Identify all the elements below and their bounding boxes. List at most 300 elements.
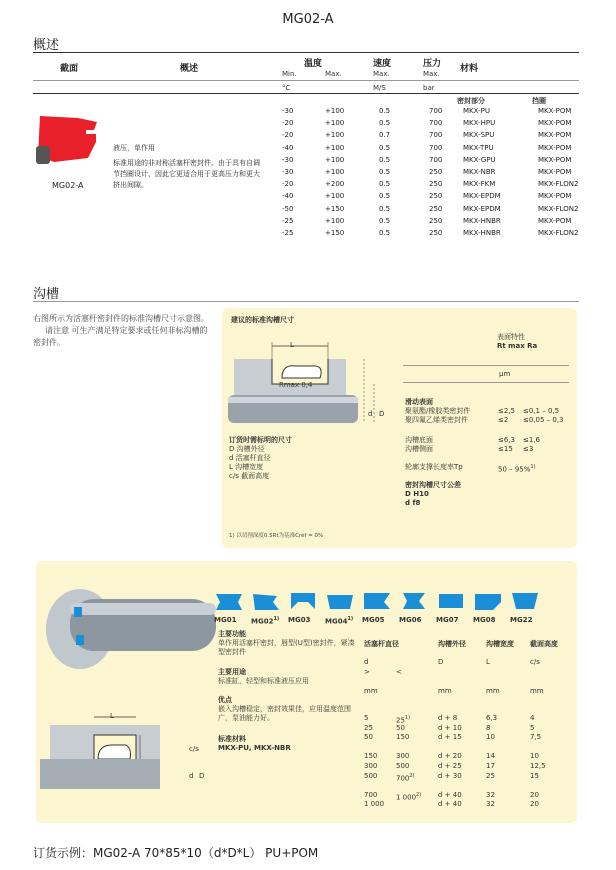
col-height-header: 截面高度 xyxy=(530,640,558,648)
spec-row xyxy=(282,190,598,202)
profile-label-D: D xyxy=(199,772,205,780)
groove-size-value: d + 40 xyxy=(438,800,462,809)
spec-row xyxy=(282,215,598,227)
groove-size-value: 8 xyxy=(486,723,491,732)
surface-row3-ra: ≤1,6 xyxy=(523,436,540,444)
header-pressure-max: Max. xyxy=(423,70,440,78)
spec-cell: MKX-SPU xyxy=(463,131,495,140)
spec-cell: +100 xyxy=(325,155,345,164)
adv-title: 优点 xyxy=(218,696,232,704)
groove-size-value: 700 xyxy=(364,790,378,799)
groove-size-value: 7,5 xyxy=(530,733,542,742)
spec-row xyxy=(282,142,598,154)
backup-ring-shape xyxy=(36,146,50,164)
groove-size-value: 14 xyxy=(486,752,495,761)
profile-name: MG06 xyxy=(399,616,422,624)
groove-size-cell xyxy=(364,714,368,724)
header-temp-max: Max. xyxy=(325,70,342,78)
profile-path xyxy=(403,593,425,609)
rod-highlight xyxy=(228,397,358,403)
profile-shape-icon xyxy=(473,590,503,612)
overview-divider xyxy=(33,52,579,53)
groove-size-value: 300 xyxy=(364,762,378,770)
groove-size-cell xyxy=(438,762,462,772)
sym-D: D xyxy=(438,658,444,666)
spec-cell: MKX-POM xyxy=(538,216,572,225)
profile-groove-diagram xyxy=(40,705,170,795)
use-text: 标准缸，轻型和标准液压应用 xyxy=(218,677,309,685)
groove-size-cell xyxy=(396,733,409,743)
spec-cell: -50 xyxy=(282,204,294,213)
spec-cell: MKX-FLON2 xyxy=(538,180,579,189)
spec-cell: 250 xyxy=(429,168,443,177)
groove-size-cell xyxy=(486,752,495,762)
surface-row4-rt: ≤15 xyxy=(498,445,513,453)
profile-name: MG07 xyxy=(436,616,459,624)
header-mat-seal: 密封部分 xyxy=(457,97,485,105)
groove-size-cell xyxy=(438,791,462,801)
spec-cell: +100 xyxy=(325,131,345,140)
groove-size-value: 25 xyxy=(364,723,373,732)
spec-cell: MKX-EPDM xyxy=(463,192,501,201)
groove-size-value: 50 xyxy=(364,733,373,742)
surface-row4-label: 沟槽侧面 xyxy=(405,445,433,453)
groove-size-cell xyxy=(438,724,462,734)
spec-table xyxy=(282,105,598,239)
header-section: 截面 xyxy=(60,64,79,74)
spec-cell: +100 xyxy=(325,216,345,225)
groove-size-table xyxy=(364,714,574,814)
part-label: MG02-A xyxy=(52,181,84,190)
adv-text: 嵌入沟槽稳定，密封效果佳，应用温度范围广，泵油能力好。 xyxy=(218,705,351,722)
profile-path xyxy=(291,593,315,609)
seal-cross-section xyxy=(34,112,102,170)
groove-size-value: 25 xyxy=(486,771,495,780)
header-divider xyxy=(33,80,579,81)
profile-shape-icon xyxy=(510,590,540,612)
header-speed: 速度 xyxy=(373,59,392,69)
piston-rod-highlight xyxy=(70,603,216,615)
groove-size-cell xyxy=(364,772,377,782)
groove-size-cell xyxy=(486,772,495,782)
profile-label xyxy=(362,616,396,624)
surface-row5-sup: 1) xyxy=(530,464,536,470)
surface-divider-2 xyxy=(403,382,569,383)
diagram-label-rmax: Rmax 0,4 xyxy=(279,381,313,389)
tolerance-D: D H10 xyxy=(405,490,429,498)
spec-cell: -20 xyxy=(282,180,294,189)
groove-size-footnote: 2) xyxy=(409,772,415,779)
spec-cell: MKX-POM xyxy=(538,119,572,128)
groove-size-value: 6,3 xyxy=(486,714,498,722)
groove-size-value: 300 xyxy=(396,752,410,761)
spec-cell: 700 xyxy=(429,119,443,128)
panel1-title: 建议的标准沟槽尺寸 xyxy=(231,316,294,324)
tolerance-d: d f8 xyxy=(405,499,421,507)
profile-shape-icon xyxy=(251,590,281,612)
groove-size-value: d + 15 xyxy=(438,733,462,742)
groove-size-cell xyxy=(530,714,534,724)
spec-row xyxy=(282,105,598,117)
spec-cell: MKX-HNBR xyxy=(463,228,501,237)
profile-shape-icon xyxy=(325,590,355,612)
profile-label xyxy=(325,616,359,625)
unit-divider xyxy=(33,93,579,94)
profile-path xyxy=(512,593,538,609)
header-speed-max: Max. xyxy=(373,70,390,78)
spec-cell: 0.5 xyxy=(379,119,391,128)
groove-size-value: d + 20 xyxy=(438,752,462,761)
description-type: 液压，单作用 xyxy=(113,144,155,152)
spec-cell: 700 xyxy=(429,143,443,152)
profile-mg02 xyxy=(251,590,285,625)
spec-cell: +150 xyxy=(325,228,345,237)
col-rod-header: 活塞杆直径 xyxy=(364,640,399,648)
spec-cell: +100 xyxy=(325,107,345,116)
groove-size-value: 10 xyxy=(530,752,539,761)
groove-intro-1: 右图所示为活塞杆密封件的标准沟槽尺寸示意图。 xyxy=(33,314,209,323)
slide-surface-title: 滑动表面 xyxy=(405,398,433,406)
groove-size-cell xyxy=(486,733,495,743)
surface-columns: Rt max Ra xyxy=(497,342,538,350)
surface-row3-rt: ≤6,3 xyxy=(498,436,515,444)
header-pressure: 压力 xyxy=(423,59,442,69)
func-text: 单作用活塞杆密封，唇型(U型)密封件，紧凑型密封件 xyxy=(218,639,355,656)
groove-size-value: 500 xyxy=(396,762,410,770)
spec-row xyxy=(282,227,598,239)
profile-label xyxy=(436,616,470,624)
spec-row xyxy=(282,203,598,215)
page-title: MG02-A xyxy=(282,12,334,27)
groove-size-cell xyxy=(364,752,377,762)
groove-size-cell xyxy=(364,733,373,743)
spec-cell: -40 xyxy=(282,192,294,201)
spec-cell: +100 xyxy=(325,192,345,201)
profile-mg06 xyxy=(399,590,433,624)
order-dim-L: L 沟槽宽度 xyxy=(229,463,264,471)
unit-mm-rod: mm xyxy=(364,687,378,695)
groove-size-value: 32 xyxy=(486,800,495,809)
groove-size-value: 5 xyxy=(530,723,535,732)
spec-cell: -20 xyxy=(282,119,294,128)
spec-cell: 0.5 xyxy=(379,228,391,237)
groove-size-value: 12,5 xyxy=(530,762,546,770)
groove-size-cell xyxy=(486,762,495,772)
seal-blue-lower-shape xyxy=(76,635,84,645)
profile-shape-icon xyxy=(288,590,318,612)
profile-rod-shape xyxy=(40,759,160,789)
spec-cell: 250 xyxy=(429,192,443,201)
groove-size-cell xyxy=(438,714,457,724)
spec-cell: 700 xyxy=(429,107,443,116)
groove-size-cell xyxy=(530,800,539,810)
unit-mm-width: mm xyxy=(486,687,500,695)
profile-shape-icon xyxy=(214,590,244,612)
spec-cell: 0.5 xyxy=(379,107,391,116)
mat-text: MKX-PU, MKX-NBR xyxy=(218,744,291,752)
overview-heading: 概述 xyxy=(33,38,60,53)
groove-size-cell xyxy=(396,791,421,803)
header-desc: 概述 xyxy=(180,64,199,74)
groove-size-cell xyxy=(530,772,539,782)
spec-cell: MKX-POM xyxy=(538,131,572,140)
groove-size-value: 20 xyxy=(530,800,539,809)
spec-cell: -30 xyxy=(282,168,294,177)
header-temp: 温度 xyxy=(304,59,323,69)
spec-cell: -25 xyxy=(282,228,294,237)
spec-cell: -40 xyxy=(282,143,294,152)
groove-size-value: d + 25 xyxy=(438,762,462,770)
groove-size-value: d + 30 xyxy=(438,771,462,780)
groove-size-cell xyxy=(364,762,377,772)
spec-cell: -20 xyxy=(282,131,294,140)
diagram-label-L: L xyxy=(290,341,294,349)
spec-cell: 0.5 xyxy=(379,192,391,201)
spec-cell: MKX-EPDM xyxy=(463,204,501,213)
groove-size-cell xyxy=(438,752,462,762)
groove-size-value: 1 000 xyxy=(396,793,417,802)
spec-cell: MKX-GPU xyxy=(463,155,496,164)
spec-cell: MKX-POM xyxy=(538,192,572,201)
spec-row xyxy=(282,166,598,178)
spec-cell: MKX-FLON2 xyxy=(538,204,579,213)
profile-label-L: L xyxy=(110,712,114,720)
groove-size-cell xyxy=(486,791,495,801)
surface-row1-ra: ≤0,1 – 0,5 xyxy=(523,407,560,415)
spec-cell: 250 xyxy=(429,204,443,213)
profile-name: MG03 xyxy=(288,616,311,624)
spec-cell: MKX-HPU xyxy=(463,119,496,128)
profile-footnote: 1) xyxy=(273,616,280,622)
surface-row1-label: 聚氨酯/橡胶类密封件 xyxy=(405,407,471,415)
groove-size-cell xyxy=(396,772,415,784)
profile-name: MG08 xyxy=(473,616,496,624)
profile-path xyxy=(216,594,242,610)
spec-cell: MKX-POM xyxy=(538,143,572,152)
groove-size-value: d + 10 xyxy=(438,723,462,732)
profile-label-d: d xyxy=(189,772,194,780)
seal-blue-shape xyxy=(74,607,82,617)
groove-size-footnote: 2) xyxy=(416,791,422,798)
groove-size-cell xyxy=(364,724,373,734)
spec-cell: 0.5 xyxy=(379,143,391,152)
groove-size-cell xyxy=(486,714,497,724)
sym-ge: > xyxy=(364,668,370,676)
surface-unit: μm xyxy=(499,370,511,378)
profile-mg22 xyxy=(510,590,544,624)
groove-divider xyxy=(33,301,579,302)
groove-size-cell xyxy=(438,772,462,782)
groove-size-cell xyxy=(486,800,495,810)
spec-cell: 0.7 xyxy=(379,131,391,140)
profile-seal-outline xyxy=(98,745,131,759)
tolerance-title: 密封沟槽尺寸公差 xyxy=(405,481,461,489)
func-title: 主要功能 xyxy=(218,630,246,638)
groove-size-value: 50 xyxy=(396,723,405,732)
groove-size-footnote: 1) xyxy=(404,715,411,721)
profile-shape-icon xyxy=(436,590,466,612)
spec-cell: +150 xyxy=(325,204,345,213)
profile-label xyxy=(288,616,322,624)
spec-cell: MKX-TPU xyxy=(463,143,494,152)
profile-name: MG02 xyxy=(251,617,274,626)
spec-cell: +200 xyxy=(325,180,345,189)
sym-lt: < xyxy=(396,668,402,676)
spec-cell: 0.5 xyxy=(379,180,391,189)
order-dim-D: D 沟槽外径 xyxy=(229,445,265,453)
surface-row3-label: 沟槽底面 xyxy=(405,436,433,444)
header-material: 材料 xyxy=(460,64,479,74)
groove-intro xyxy=(33,313,213,349)
groove-size-value: 500 xyxy=(364,771,378,780)
profile-name: MG22 xyxy=(510,616,533,624)
profile-row xyxy=(214,590,574,630)
profile-mg01 xyxy=(214,590,248,624)
groove-heading: 沟槽 xyxy=(33,287,60,302)
col-width-header: 沟槽宽度 xyxy=(486,640,514,648)
surface-row1-rt: ≤2,5 xyxy=(498,407,515,415)
groove-size-value: 17 xyxy=(486,762,495,770)
profile-mg03 xyxy=(288,590,322,624)
seal-outline xyxy=(282,366,321,378)
groove-size-value: 25 xyxy=(396,716,405,725)
profile-mg08 xyxy=(473,590,507,624)
order-example: 订货示例：MG02-A 70*85*10（d*D*L） PU+POM xyxy=(33,846,319,860)
surface-title: 表面特性 xyxy=(497,333,525,341)
profile-name: MG05 xyxy=(362,616,385,624)
surface-row4-ra: ≤3 xyxy=(523,445,534,453)
spec-cell: MKX-FKM xyxy=(463,180,496,189)
groove-size-cell xyxy=(530,724,534,734)
spec-cell: MKX-POM xyxy=(538,107,572,116)
profile-footnote: 1) xyxy=(347,616,354,622)
surface-row5-label: 轮廓支撑长度率Tp xyxy=(405,463,463,471)
profile-shape-icon xyxy=(399,590,429,612)
groove-size-cell xyxy=(486,724,490,734)
groove-size-cell xyxy=(396,762,409,772)
profile-shape-icon xyxy=(362,590,392,612)
profile-mg04 xyxy=(325,590,359,625)
sym-cs: c/s xyxy=(530,658,540,666)
groove-intro-2: 请注意 可生产满足特定要求或任何非标沟槽的密封件。 xyxy=(33,326,208,347)
spec-cell: MKX-HNBR xyxy=(463,216,501,225)
spec-cell: +100 xyxy=(325,119,345,128)
order-dims-title: 订货时需标明的尺寸 xyxy=(229,436,292,444)
groove-size-cell xyxy=(530,762,546,772)
groove-size-value: 15 xyxy=(530,771,539,780)
sym-L: L xyxy=(486,658,490,666)
groove-size-cell xyxy=(396,724,405,734)
spec-cell: 0.5 xyxy=(379,216,391,225)
spec-cell: -30 xyxy=(282,107,294,116)
profile-name: MG01 xyxy=(214,616,237,624)
profile-label xyxy=(251,616,285,625)
profile-label xyxy=(473,616,507,624)
groove-size-value: 150 xyxy=(396,733,410,742)
header-mat-ring: 挡圈 xyxy=(532,97,546,105)
groove-size-value: 150 xyxy=(364,752,378,761)
spec-row xyxy=(282,129,598,141)
spec-row xyxy=(282,117,598,129)
profile-path xyxy=(439,594,463,608)
profile-label xyxy=(399,616,433,624)
spec-cell: -30 xyxy=(282,155,294,164)
spec-cell: 250 xyxy=(429,180,443,189)
unit-mm-height: mm xyxy=(530,687,544,695)
diagram-label-d: d xyxy=(368,410,373,418)
profile-name: MG04 xyxy=(325,617,348,626)
diagram-label-D: D xyxy=(379,410,385,418)
spec-cell: 250 xyxy=(429,228,443,237)
surface-divider-1 xyxy=(403,365,569,366)
spec-cell: MKX-POM xyxy=(538,155,572,164)
profile-path xyxy=(253,594,279,610)
surface-row2-label: 聚四氟乙烯类密封件 xyxy=(405,416,468,424)
groove-size-value: 20 xyxy=(530,790,539,799)
col-outer-header: 沟槽外径 xyxy=(438,640,466,648)
groove-size-cell xyxy=(364,800,384,810)
groove-size-cell xyxy=(364,791,377,801)
groove-size-cell xyxy=(438,733,462,743)
surface-row2-rt: ≤2 xyxy=(498,416,509,424)
spec-cell: 700 xyxy=(429,131,443,140)
order-dim-d: d 活塞杆直径 xyxy=(229,454,271,462)
profile-path xyxy=(475,594,501,610)
sym-d: d xyxy=(364,658,369,666)
groove-size-value: 1 000 xyxy=(364,800,385,809)
profile-path xyxy=(364,593,390,609)
profile-label-cs: c/s xyxy=(189,745,199,753)
spec-row xyxy=(282,154,598,166)
profile-path xyxy=(327,595,353,609)
spec-cell: +100 xyxy=(325,168,345,177)
groove-size-value: 32 xyxy=(486,790,495,799)
groove-size-cell xyxy=(530,752,539,762)
spec-cell: 0.5 xyxy=(379,155,391,164)
groove-size-cell xyxy=(396,752,409,762)
rod-assembly-illustration xyxy=(40,585,216,673)
profile-mg05 xyxy=(362,590,396,624)
spec-cell: 0.5 xyxy=(379,204,391,213)
groove-size-value: 5 xyxy=(364,714,369,722)
spec-cell: MKX-NBR xyxy=(463,168,496,177)
groove-size-cell xyxy=(530,733,541,743)
groove-size-cell xyxy=(438,800,462,810)
spec-cell: 250 xyxy=(429,216,443,225)
mat-title: 标准材料 xyxy=(218,735,246,743)
surface-row2-ra: ≤0,05 – 0,3 xyxy=(523,416,564,424)
description-text: 标准用途的非对称活塞杆密封件。由于具有自调节挡圈设计，因此它更适合用于更高压力和更大挤出间隙。 xyxy=(113,159,260,189)
surface-row5-value xyxy=(498,463,536,474)
unit-mm-outer: mm xyxy=(438,687,452,695)
unit-pressure: bar xyxy=(423,84,435,92)
profile-mg07 xyxy=(436,590,470,624)
groove-size-value: 700 xyxy=(396,773,410,782)
spec-cell: MKX-POM xyxy=(538,168,572,177)
spec-row xyxy=(282,178,598,190)
groove-size-value: 4 xyxy=(530,714,535,722)
use-title: 主要用途 xyxy=(218,668,246,676)
spec-cell: 0.5 xyxy=(379,168,391,177)
unit-temp: °C xyxy=(282,84,291,92)
panel1-footnote: 1) 以切削深度0.5Rt为基准Cref = 0% xyxy=(229,533,324,539)
spec-cell: 700 xyxy=(429,155,443,164)
surface-row5-val: 50 – 95% xyxy=(498,465,531,474)
groove-size-value: d + 8 xyxy=(438,714,458,722)
profile-label xyxy=(214,616,248,624)
profile-label xyxy=(510,616,544,624)
spec-cell: -25 xyxy=(282,216,294,225)
